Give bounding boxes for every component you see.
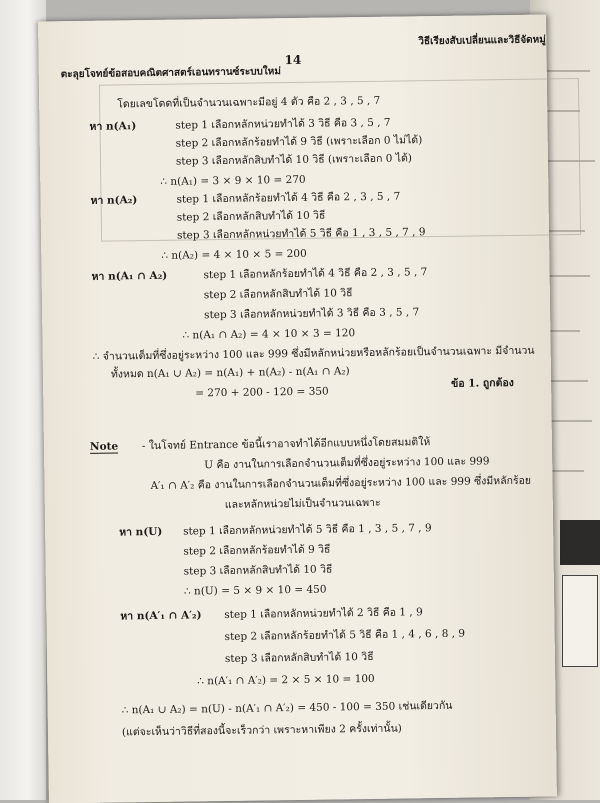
text-line: ∴ n(A₁) = 3 × 9 × 10 = 270 (160, 173, 306, 188)
book-page (38, 14, 557, 803)
facing-page-dark-tab (560, 520, 600, 565)
text-line: ทั้งหมด n(A₁ ∪ A₂) = n(A₁) + n(A₂) - n(A₁ ∩ A₂) (110, 365, 350, 381)
answer-label: ข้อ 1. ถูกต้อง (451, 376, 514, 390)
text-line: หา n(A′₁ ∩ A′₂) (120, 609, 202, 623)
text-line: หา n(A₁ ∩ A₂) (91, 269, 168, 283)
text-line: step 2 เลือกหลักร้อยทำได้ 5 วิธี คือ 1 , 4 , 6 , 8 , 9 (224, 627, 466, 644)
text-line: step 2 เลือกหลักสิบทำได้ 10 วิธี (203, 287, 353, 302)
text-line: step 2 เลือกหลักร้อยทำได้ 9 วิธี (183, 543, 331, 558)
text-line: - ในโจทย์ Entrance ข้อนี้เราอาจทำได้อีกแบบหนึ่งโดยสมมติให้ (141, 436, 431, 453)
text-line: ∴ n(A₁ ∪ A₂) = n(U) - n(A′₁ ∩ A′₂) = 450 - 100 = 350 เช่นเดียวกัน (121, 699, 453, 717)
text-line: ∴ n(U) = 5 × 9 × 10 = 450 (183, 583, 327, 598)
text-line: step 1 เลือกหลักหน่วยทำได้ 3 วิธี คือ 3 , 5 , 7 (175, 116, 391, 132)
text-line: หา n(A₁) (89, 120, 137, 133)
text-line: ∴ n(A₁ ∩ A₂) = 4 × 10 × 3 = 120 (182, 327, 356, 342)
text-line: ∴ n(A₂) = 4 × 10 × 5 = 200 (161, 247, 307, 262)
text-line: step 2 เลือกหลักร้อยทำได้ 9 วิธี (เพราะเลือก 0 ไม่ได้) (175, 134, 423, 150)
text-line: A′₁ ∩ A′₂ คือ งานในการเลือกจำนวนเต็มที่ซึ่งอยู่ระหว่าง 100 และ 999 ซึ่งมีหลักร้อย (150, 474, 532, 493)
header-left-title: ตะลุยโจทย์ข้อสอบคณิตศาสตร์เอนทรานซ์ระบบใหม่ (60, 66, 282, 81)
text-line: step 3 เลือกหลักหน่วยทำได้ 3 วิธี คือ 3 , 5 , 7 (204, 306, 420, 322)
text-line: step 1 เลือกหลักร้อยทำได้ 4 วิธี คือ 2 , 3 , 5 , 7 (203, 266, 428, 282)
note-label: Note (89, 440, 119, 453)
text-line: หา n(A₂) (90, 194, 138, 207)
text-line: step 2 เลือกหลักสิบทำได้ 10 วิธี (176, 209, 326, 224)
text-line: step 3 เลือกหลักสิบทำได้ 10 วิธี (เพราะเลือก 0 ได้) (175, 152, 413, 168)
text-line: step 1 เลือกหลักร้อยทำได้ 4 วิธี คือ 2 , 3 , 5 , 7 (176, 190, 401, 206)
text-line: step 3 เลือกหลักสิบทำได้ 10 วิธี (224, 650, 374, 665)
text-line: (แต่จะเห็นว่าวิธีที่สองนี้จะเร็วกว่า เพราะหาเพียง 2 ครั้งเท่านั้น) (121, 722, 402, 739)
facing-page-box (562, 575, 598, 667)
text-line: step 1 เลือกหลักหน่วยทำได้ 2 วิธี คือ 1 , 9 (224, 606, 423, 622)
text-line: หา n(U) (119, 525, 163, 539)
text-line: โดยเลขโดดที่เป็นจำนวนเฉพาะมีอยู่ 4 ตัว คือ 2 , 3 , 5 , 7 (117, 94, 381, 111)
text-line: step 1 เลือกหลักหน่วยทำได้ 5 วิธี คือ 1 , 3 , 5 , 7 , 9 (183, 522, 432, 538)
header-right-title: วิธีเรียงสับเปลี่ยนและวิธีจัดหมู่ (418, 34, 546, 48)
text-line: และหลักหน่วยไม่เป็นจำนวนเฉพาะ (224, 496, 381, 511)
text-line: U คือ งานในการเลือกจำนวนเต็มที่ซึ่งอยู่ระหว่าง 100 และ 999 (204, 455, 490, 472)
text-line: ∴ n(A′₁ ∩ A′₂) = 2 × 5 × 10 = 100 (197, 672, 375, 688)
text-line: ∴ จำนวนเต็มที่ซึ่งอยู่ระหว่าง 100 และ 999 ซึ่งมีหลักหน่วยหรือหลักร้อยเป็นจำนวนเฉพาะ มีจำนวน (92, 344, 535, 363)
text-line: step 3 เลือกหลักสิบทำได้ 10 วิธี (183, 563, 333, 578)
page-number: 14 (284, 52, 302, 68)
facing-page-line (540, 70, 590, 72)
text-line: = 270 + 200 - 120 = 350 (195, 385, 329, 400)
text-line: step 3 เลือกหลักหน่วยทำได้ 5 วิธี คือ 1 , 3 , 5 , 7 , 9 (176, 226, 426, 242)
